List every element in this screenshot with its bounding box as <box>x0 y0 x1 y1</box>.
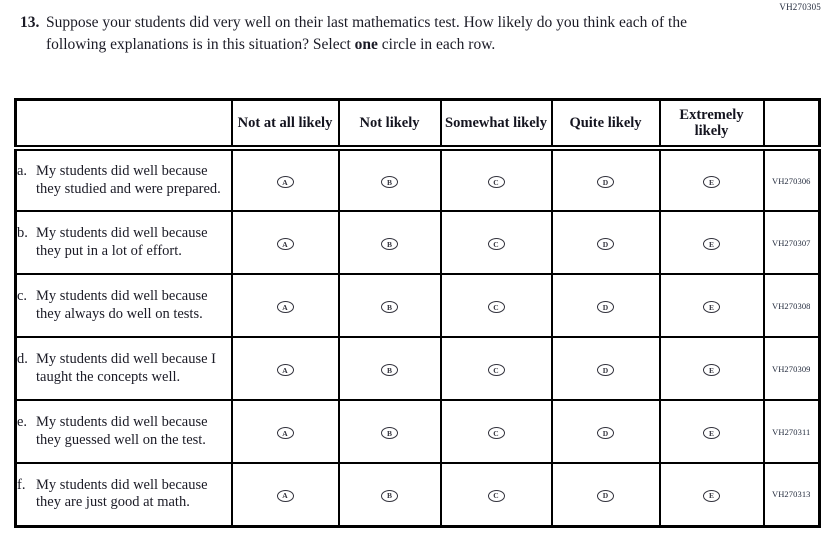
statement-cell <box>16 337 232 400</box>
option-cell-not-likely <box>339 400 441 463</box>
bubble-option-e[interactable]: E <box>703 176 720 188</box>
bubble-option-e[interactable]: E <box>703 490 720 502</box>
bubble-option-c[interactable]: C <box>488 490 505 502</box>
code-header-cell <box>764 100 820 149</box>
bubble-option-d[interactable]: D <box>597 427 614 439</box>
bubble-option-c[interactable]: C <box>488 364 505 376</box>
bubble-option-a[interactable]: A <box>277 301 294 313</box>
option-cell-somewhat-likely <box>441 148 552 211</box>
response-table-body <box>16 148 820 526</box>
bubble-option-e[interactable]: E <box>703 427 720 439</box>
bubble-option-d[interactable]: D <box>597 364 614 376</box>
header-row <box>16 100 820 149</box>
bubble-option-b[interactable]: B <box>381 490 398 502</box>
option-cell-not-likely <box>339 211 441 274</box>
bubble-option-d[interactable]: D <box>597 176 614 188</box>
bubble-option-e[interactable]: E <box>703 301 720 313</box>
option-cell-not-likely <box>339 337 441 400</box>
row-statement: My students did well because they are just good at math. <box>36 476 208 511</box>
row-letter: b. <box>17 224 28 241</box>
option-cell-quite-likely <box>552 274 660 337</box>
option-cell-extremely-likely <box>660 400 764 463</box>
question-text <box>46 12 720 56</box>
table-row <box>16 148 820 211</box>
accession-code-top-right: VH270305 <box>779 2 821 12</box>
row-statement: My students did well because they always do well on tests. <box>36 287 208 322</box>
likert-response-table <box>14 98 821 528</box>
option-cell-not-at-all-likely <box>232 400 339 463</box>
option-cell-not-at-all-likely <box>232 211 339 274</box>
bubble-option-d[interactable]: D <box>597 238 614 250</box>
option-cell-quite-likely <box>552 148 660 211</box>
col-header-somewhat-likely: Somewhat likely <box>441 100 552 149</box>
row-code: VH270307 <box>764 211 820 274</box>
option-cell-quite-likely <box>552 400 660 463</box>
row-statement: My students did well because I taught the concepts well. <box>36 350 217 385</box>
row-letter: e. <box>17 413 28 430</box>
statement-cell <box>16 211 232 274</box>
table-row <box>16 463 820 526</box>
bubble-option-c[interactable]: C <box>488 427 505 439</box>
row-statement: My students did well because they studied and were prepared. <box>36 162 221 197</box>
option-cell-not-at-all-likely <box>232 274 339 337</box>
bubble-option-e[interactable]: E <box>703 364 720 376</box>
question-number: 13. <box>20 14 40 31</box>
row-letter: d. <box>17 350 28 367</box>
option-cell-extremely-likely <box>660 463 764 526</box>
table-row <box>16 400 820 463</box>
question-text-before: Suppose your students did very well on their last mathematics test. How likely do you think each of the following explanations is in this situation? Select <box>46 14 687 53</box>
row-code: VH270313 <box>764 463 820 526</box>
option-cell-somewhat-likely <box>441 400 552 463</box>
bubble-option-b[interactable]: B <box>381 364 398 376</box>
bubble-option-c[interactable]: C <box>488 238 505 250</box>
bubble-option-b[interactable]: B <box>381 301 398 313</box>
statement-cell <box>16 463 232 526</box>
bubble-option-d[interactable]: D <box>597 301 614 313</box>
option-cell-extremely-likely <box>660 148 764 211</box>
table-row <box>16 211 820 274</box>
bubble-option-b[interactable]: B <box>381 427 398 439</box>
bubble-option-b[interactable]: B <box>381 176 398 188</box>
option-cell-not-likely <box>339 274 441 337</box>
bubble-option-c[interactable]: C <box>488 301 505 313</box>
row-letter: f. <box>17 476 26 493</box>
bubble-option-a[interactable]: A <box>277 176 294 188</box>
option-cell-not-at-all-likely <box>232 463 339 526</box>
col-header-extremely-likely: Extremely likely <box>660 100 764 149</box>
table-row <box>16 274 820 337</box>
question-block <box>20 12 720 56</box>
statement-cell <box>16 400 232 463</box>
option-cell-somewhat-likely <box>441 274 552 337</box>
bubble-option-d[interactable]: D <box>597 490 614 502</box>
bubble-option-a[interactable]: A <box>277 427 294 439</box>
row-letter: c. <box>17 287 28 304</box>
option-cell-extremely-likely <box>660 274 764 337</box>
option-cell-not-at-all-likely <box>232 148 339 211</box>
bubble-option-e[interactable]: E <box>703 238 720 250</box>
statement-cell <box>16 148 232 211</box>
statement-header-cell <box>16 100 232 149</box>
row-code: VH270306 <box>764 148 820 211</box>
bubble-option-c[interactable]: C <box>488 176 505 188</box>
bubble-option-a[interactable]: A <box>277 364 294 376</box>
option-cell-not-likely <box>339 148 441 211</box>
option-cell-quite-likely <box>552 463 660 526</box>
col-header-not-at-all-likely: Not at all likely <box>232 100 339 149</box>
bubble-option-a[interactable]: A <box>277 238 294 250</box>
option-cell-quite-likely <box>552 211 660 274</box>
bubble-option-a[interactable]: A <box>277 490 294 502</box>
col-header-not-likely: Not likely <box>339 100 441 149</box>
question-text-emphasis: one <box>354 36 378 53</box>
option-cell-somewhat-likely <box>441 211 552 274</box>
row-letter: a. <box>17 162 28 179</box>
question-text-after: circle in each row. <box>377 36 496 53</box>
table-row <box>16 337 820 400</box>
row-code: VH270309 <box>764 337 820 400</box>
row-code: VH270311 <box>764 400 820 463</box>
option-cell-somewhat-likely <box>441 463 552 526</box>
option-cell-somewhat-likely <box>441 337 552 400</box>
option-cell-quite-likely <box>552 337 660 400</box>
bubble-option-b[interactable]: B <box>381 238 398 250</box>
row-statement: My students did well because they put in a lot of effort. <box>36 224 208 259</box>
option-cell-extremely-likely <box>660 337 764 400</box>
option-cell-not-likely <box>339 463 441 526</box>
option-cell-extremely-likely <box>660 211 764 274</box>
col-header-quite-likely: Quite likely <box>552 100 660 149</box>
option-cell-not-at-all-likely <box>232 337 339 400</box>
row-statement: My students did well because they guessed well on the test. <box>36 413 208 448</box>
statement-cell <box>16 274 232 337</box>
row-code: VH270308 <box>764 274 820 337</box>
